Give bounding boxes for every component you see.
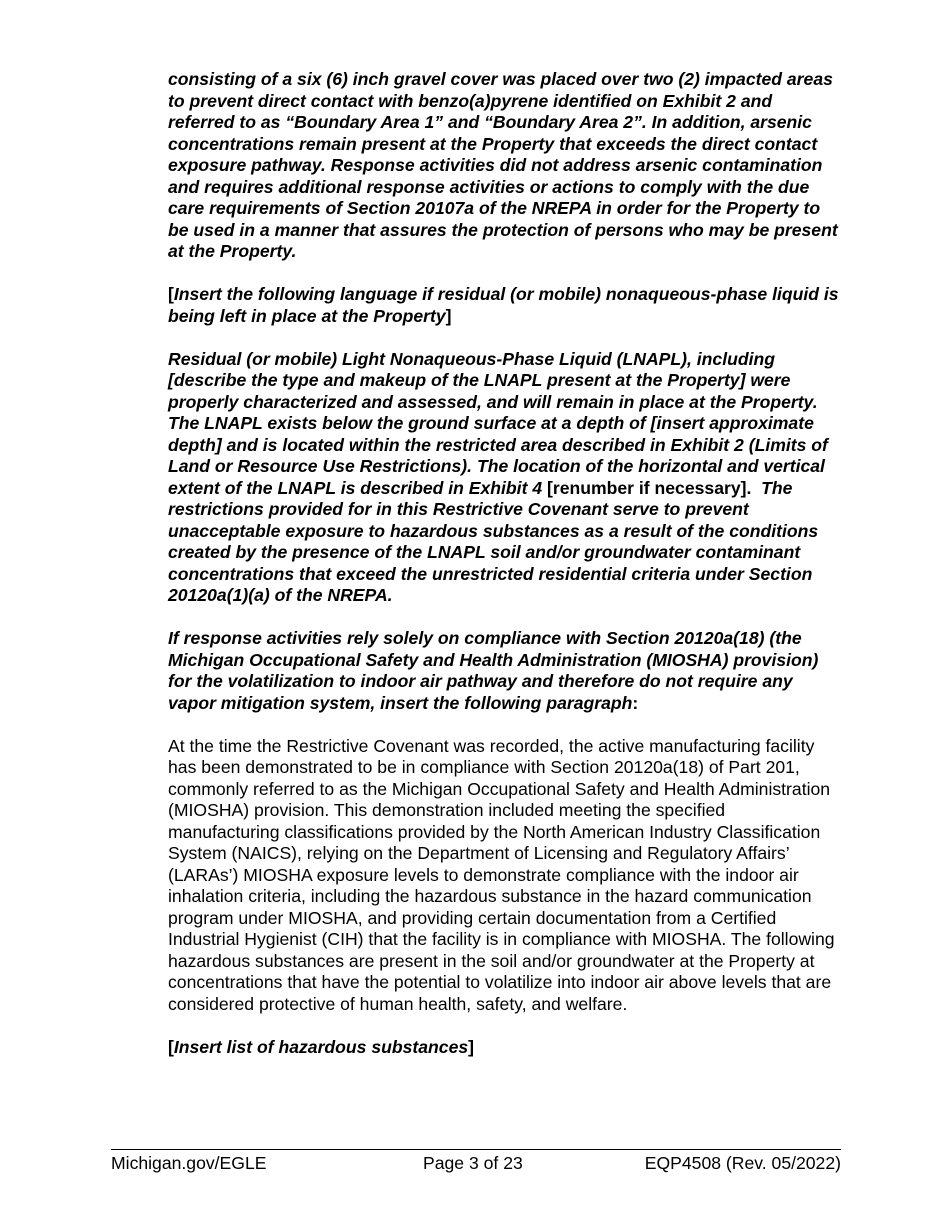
footer-divider [111,1149,841,1150]
close-bracket: ] [468,1036,475,1057]
footer-page-number: Page 3 of 23 [423,1153,523,1173]
miosha-instruction-colon: : [632,692,639,713]
paragraph-gravel-cover-arsenic: consisting of a six (6) inch gravel cover was placed over two (2) impacted areas to prevent direct contact with benzo(a)pyrene identified on Exhibit 2 and referred to as “Boundary Area 1” and “Boundary Area 2”. In addition, arsenic concentrations remain present at the Property that exceeds the direct contact exposure pathway. Response activities did not address arsenic contamination and requires additional response activities or actions to comply with the due care requirements of Section 20107a of the NREPA in order for the Property to be used in a manner that assures the protection of persons who may be present at the Property. [168,69,838,261]
paragraph-miosha-compliance: At the time the Restrictive Covenant was recorded, the active manufacturing facility has been demonstrated to be in compliance with Section 20120a(18) of Part 201, commonly referred to as the Michigan Occupational Safety and Health Administration (MIOSHA) provision. This demonstration included meeting the specified manufacturing classifications provided by the North American Industry Classification System (NAICS), relying on the Department of Licensing and Regulatory Affairs’ (LARAs’) MIOSHA exposure levels to demonstrate compliance with the indoor air inhalation criteria, including the hazardous substance in the hazard communication program under MIOSHA, and providing certain documentation from a Certified Industrial Hygienist (CIH) that the facility is in compliance with MIOSHA. The following hazardous substances are present in the soil and/or groundwater at the Property at concentrations that have the potential to volatilize into indoor air above levels that are considered protective of human health, safety, and welfare. [168,735,835,1014]
lnapl-text-a: Residual (or mobile) Light Nonaqueous-Phase Liquid (LNAPL), including [describe the type and makeup of the LNAPL present at the Property] were properly characterized and assessed, and will remain in place at the Property. The LNAPL exists below the ground surface at a depth of [insert approximate depth] and is located within the restricted area described in Exhibit 2 (Limits of Land or Resource Use Restrictions). The location of the horizontal and vertical extent of the LNAPL is described in Exhibit 4 [168,348,828,498]
instruction-text: Insert the following language if residual (or mobile) nonaqueous-phase liquid is being left in place at the Property [168,284,839,326]
renumber-note: [renumber if necessary]. [547,477,752,498]
page-footer [111,1152,841,1176]
instruction-nonaqueous-liquid [168,284,840,327]
lnapl-text-b: The restrictions provided for in this Restrictive Covenant serve to prevent unacceptable exposure to hazardous substances as a result of the conditions created by the presence of the LNAPL soil and/or groundwater contaminant concentrations that exceed the unrestricted residential criteria under Section 20120a(1)(a) of the NREPA. [168,477,819,605]
close-bracket: ] [445,305,452,326]
open-bracket: [ [168,1036,174,1057]
instruction-hazardous-list [168,1037,840,1059]
instruction-miosha [168,628,840,714]
hazardous-list-text: Insert list of hazardous substances [173,1036,469,1057]
open-bracket: [ [168,284,174,304]
page-body [168,69,840,1080]
miosha-instruction-text: If response activities rely solely on compliance with Section 20120a(18) (the Michigan Occupational Safety and Health Administration (MIOSHA) provision) for the volatilization to indoor air pathway and therefore do not require any vapor mitigation system, insert the following paragraph [168,628,819,713]
paragraph-lnapl [168,349,840,607]
footer-form-number: EQP4508 (Rev. 05/2022) [644,1153,841,1173]
footer-website: Michigan.gov/EGLE [111,1153,267,1173]
